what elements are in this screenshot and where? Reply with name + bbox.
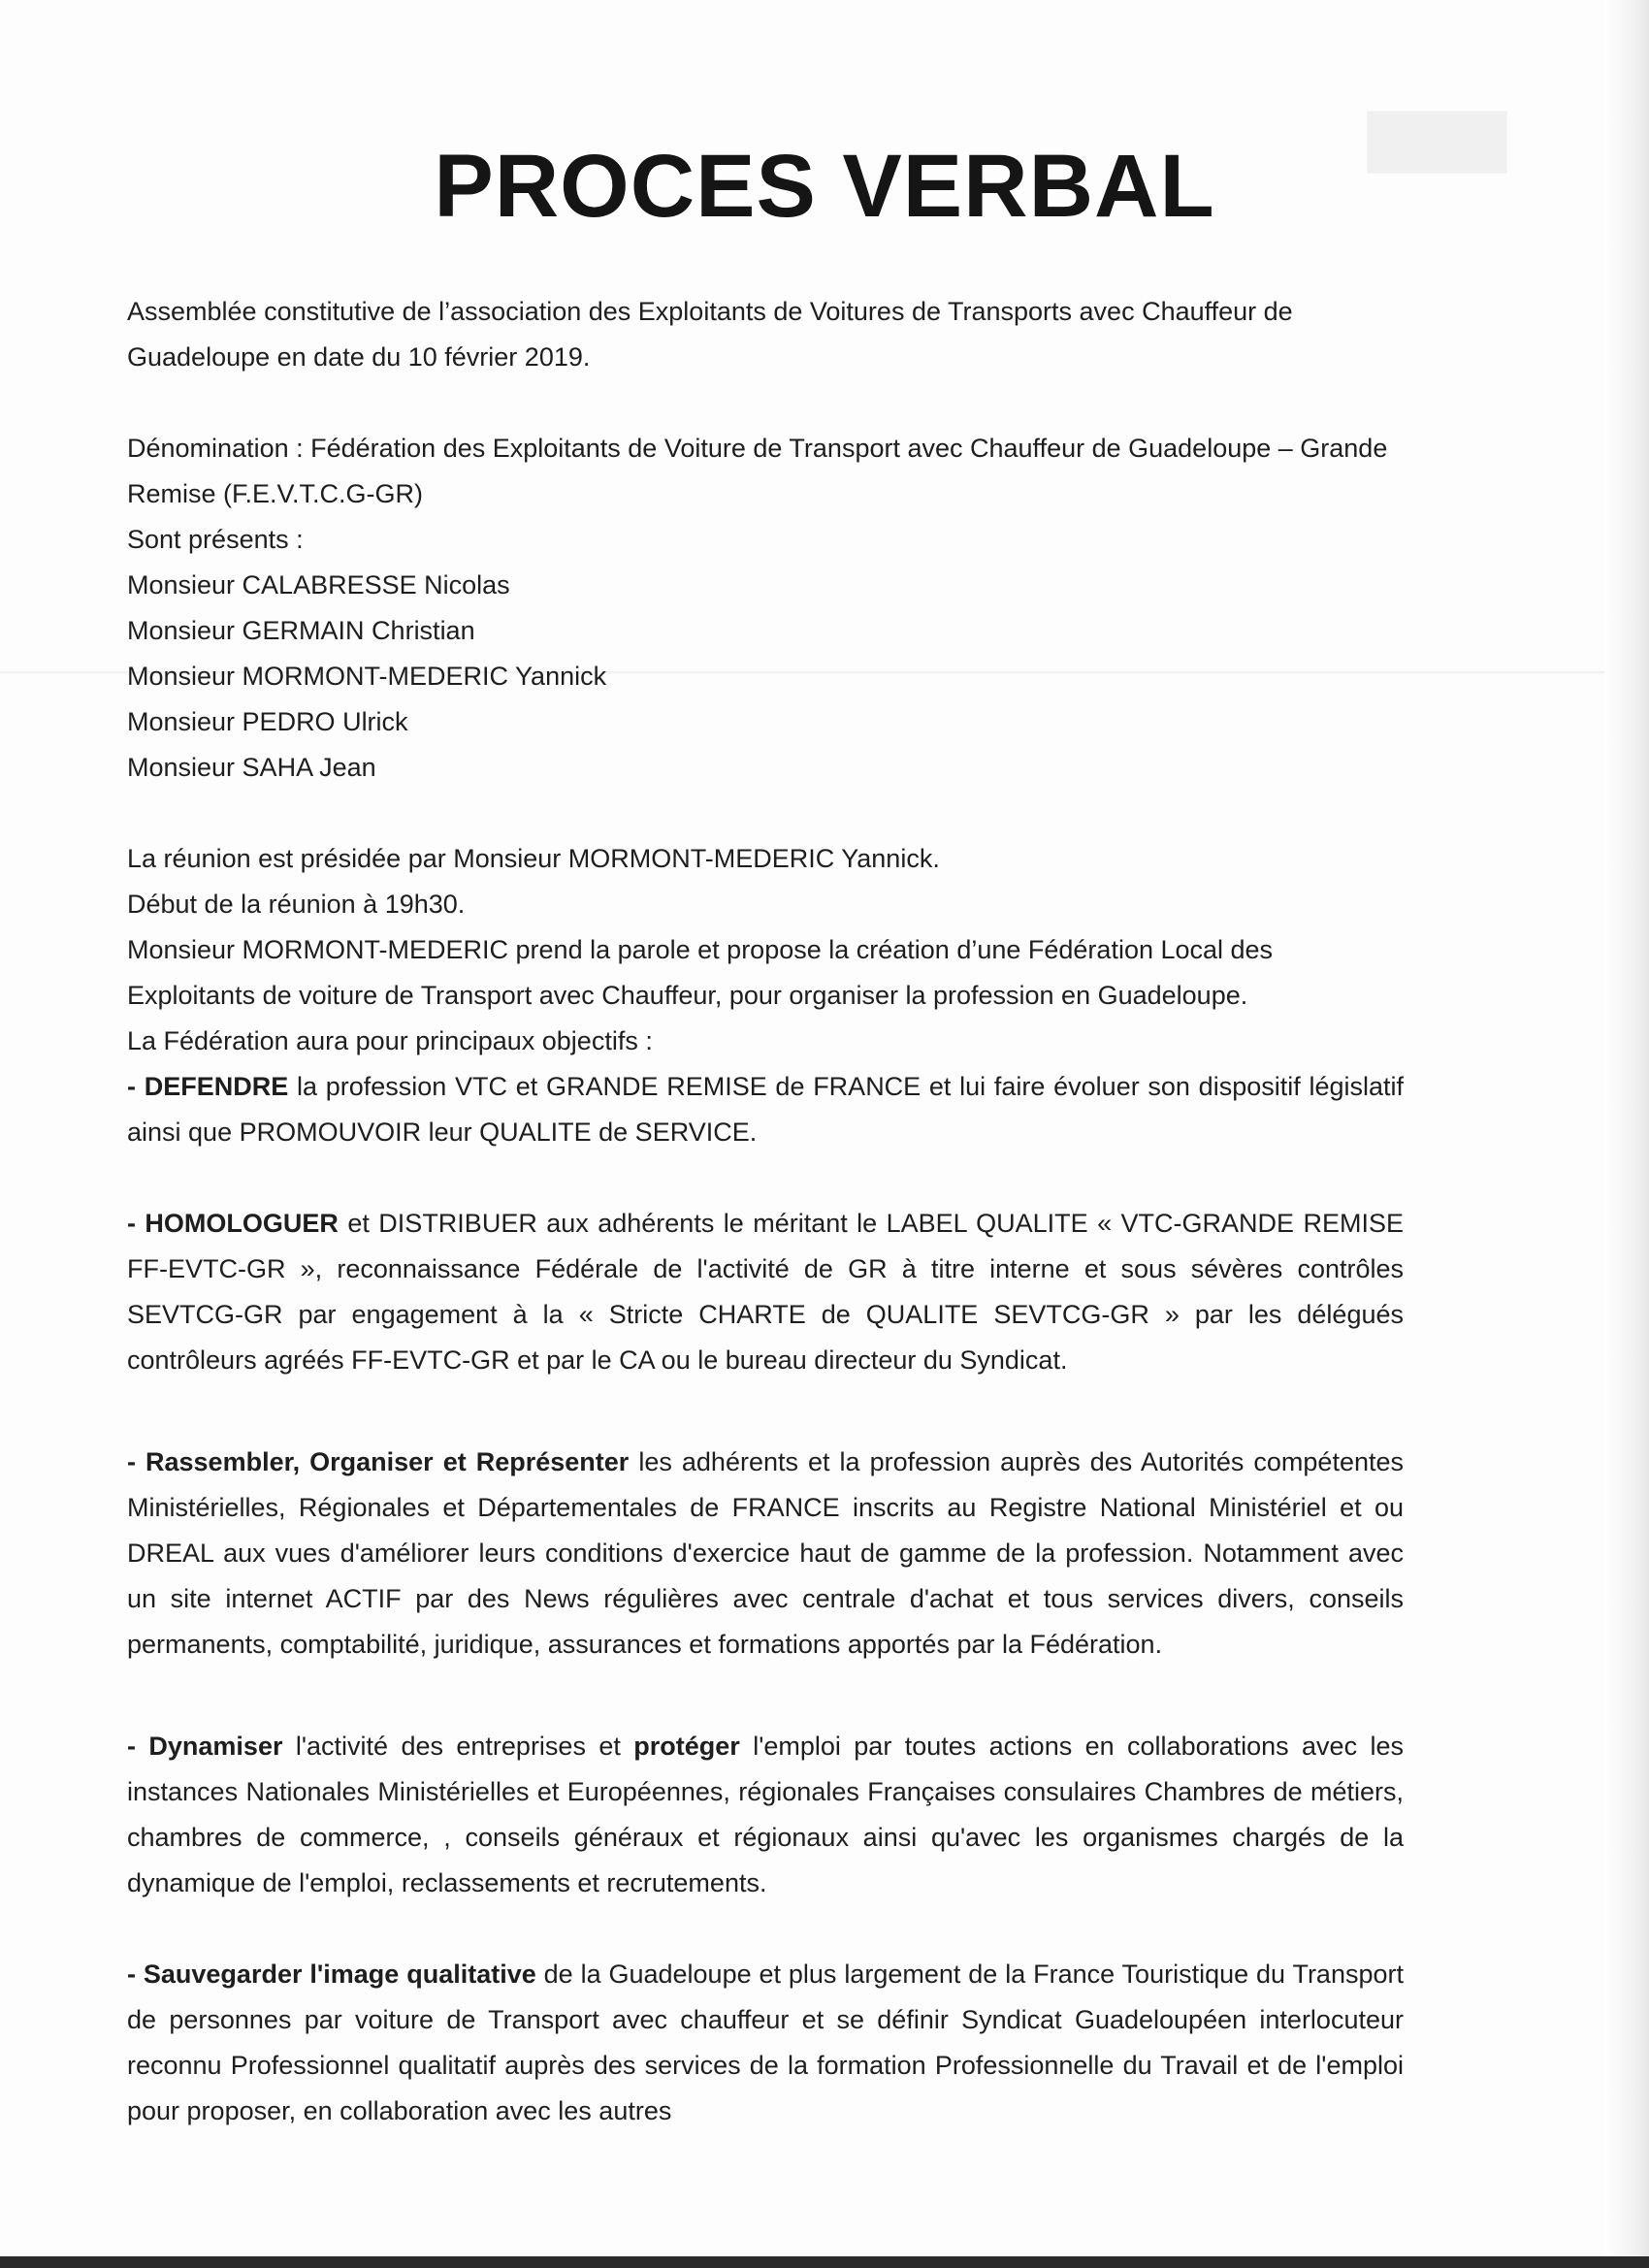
objective-text-continued: l'emploi par toutes actions en collaborations avec les instances Nationales Ministérielles et Européennes, régionales Françaises consulaires Chambres de métiers, chambres de commerce, , conseils généraux et régionaux ainsi qu'avec les organismes chargés de la dynamique de l'emploi, reclassements et recrutements. bbox=[127, 1732, 1404, 1897]
objective-keyword: - Sauvegarder l'image qualitative bbox=[127, 1960, 536, 1989]
objective-text: et DISTRIBUER aux adhérents le méritant le LABEL QUALITE « VTC-GRANDE REMISE FF-EVTC-GR », reconnaissance Fédérale de l'activité de GR à titre interne et sous sévères contrôles SEVTCG-GR par engagement à la « Stricte CHARTE de QUALITE SEVTCG-GR » par les délégués contrôleurs agréés FF-EVTC-GR et par le CA ou le bureau directeur du Syndicat. bbox=[127, 1209, 1404, 1375]
objective-keyword: - Rassembler, Organiser et Représenter bbox=[127, 1447, 630, 1476]
bleed-through-mark: ▇▇▇ bbox=[1368, 105, 1507, 172]
attendee: Monsieur MORMONT-MEDERIC Yannick bbox=[127, 662, 607, 691]
meeting-proposal: Monsieur MORMONT-MEDERIC prend la parole et propose la création d’une Fédération Local des Exploitants de voiture de Transport avec Chauffeur, pour organiser la profession en Guadeloupe. bbox=[127, 935, 1274, 1010]
objective-keyword: - Dynamiser bbox=[127, 1732, 283, 1761]
attendee: Monsieur PEDRO Ulrick bbox=[127, 707, 408, 736]
document-body bbox=[127, 289, 1404, 2134]
objective-sauvegarder bbox=[127, 1952, 1404, 2134]
objective-text: de la Guadeloupe et plus largement de la France Touristique du Transport de personnes par voiture de Transport avec chauffeur et se définir Syndicat Guadeloupéen interlocuteur reconnu Professionnel qualitatif auprès des services de la formation Professionnelle du Travail et de l'emploi pour proposer, en collaboration avec les autres bbox=[127, 1960, 1404, 2125]
present-label: Sont présents : bbox=[127, 525, 304, 554]
page-edge-shadow bbox=[1604, 0, 1649, 2268]
intro-paragraph: Assemblée constitutive de l’association des Exploitants de Voitures de Transports avec Chauffeur de Guadeloupe en date du 10 février 2019. bbox=[127, 297, 1293, 372]
meeting-chair: La réunion est présidée par Monsieur MORMONT-MEDERIC Yannick. bbox=[127, 844, 940, 873]
objective-text: l'activité des entreprises et bbox=[282, 1732, 634, 1761]
objective-keyword: - HOMOLOGUER bbox=[127, 1209, 339, 1238]
objective-keyword: - DEFENDRE bbox=[127, 1072, 289, 1101]
page-title: PROCES VERBAL bbox=[434, 137, 1215, 236]
meeting-start: Début de la réunion à 19h30. bbox=[127, 890, 466, 919]
attendee: Monsieur CALABRESSE Nicolas bbox=[127, 570, 510, 599]
objectives-intro: La Fédération aura pour principaux objectifs : bbox=[127, 1026, 653, 1055]
objective-defendre bbox=[127, 1064, 1404, 1155]
objective-text: la profession VTC et GRANDE REMISE de FRANCE et lui faire évoluer son dispositif législatif ainsi que PROMOUVOIR leur QUALITE de SERVICE. bbox=[127, 1072, 1404, 1147]
attendee: Monsieur GERMAIN Christian bbox=[127, 616, 475, 645]
objective-homologuer bbox=[127, 1201, 1404, 1383]
objective-keyword-secondary: protéger bbox=[633, 1732, 740, 1761]
objective-rassembler bbox=[127, 1440, 1404, 1668]
scanner-bottom-edge bbox=[0, 2256, 1649, 2268]
attendee: Monsieur SAHA Jean bbox=[127, 753, 376, 782]
denomination-paragraph: Dénomination : Fédération des Exploitants de Voiture de Transport avec Chauffeur de Guadeloupe – Grande Remise (F.E.V.T.C.G-GR) bbox=[127, 434, 1388, 508]
objective-dynamiser bbox=[127, 1724, 1404, 1906]
objective-text: les adhérents et la profession auprès des Autorités compétentes Ministérielles, Régionales et Départementales de FRANCE inscrits au Registre National Ministériel et ou DREAL aux vues d'améliorer leurs conditions d'exercice haut de gamme de la profession. Notamment avec un site internet ACTIF par des News régulières avec centrale d'achat et tous services divers, conseils permanents, comptabilité, juridique, assurances et formations apportés par la Fédération. bbox=[127, 1447, 1404, 1659]
